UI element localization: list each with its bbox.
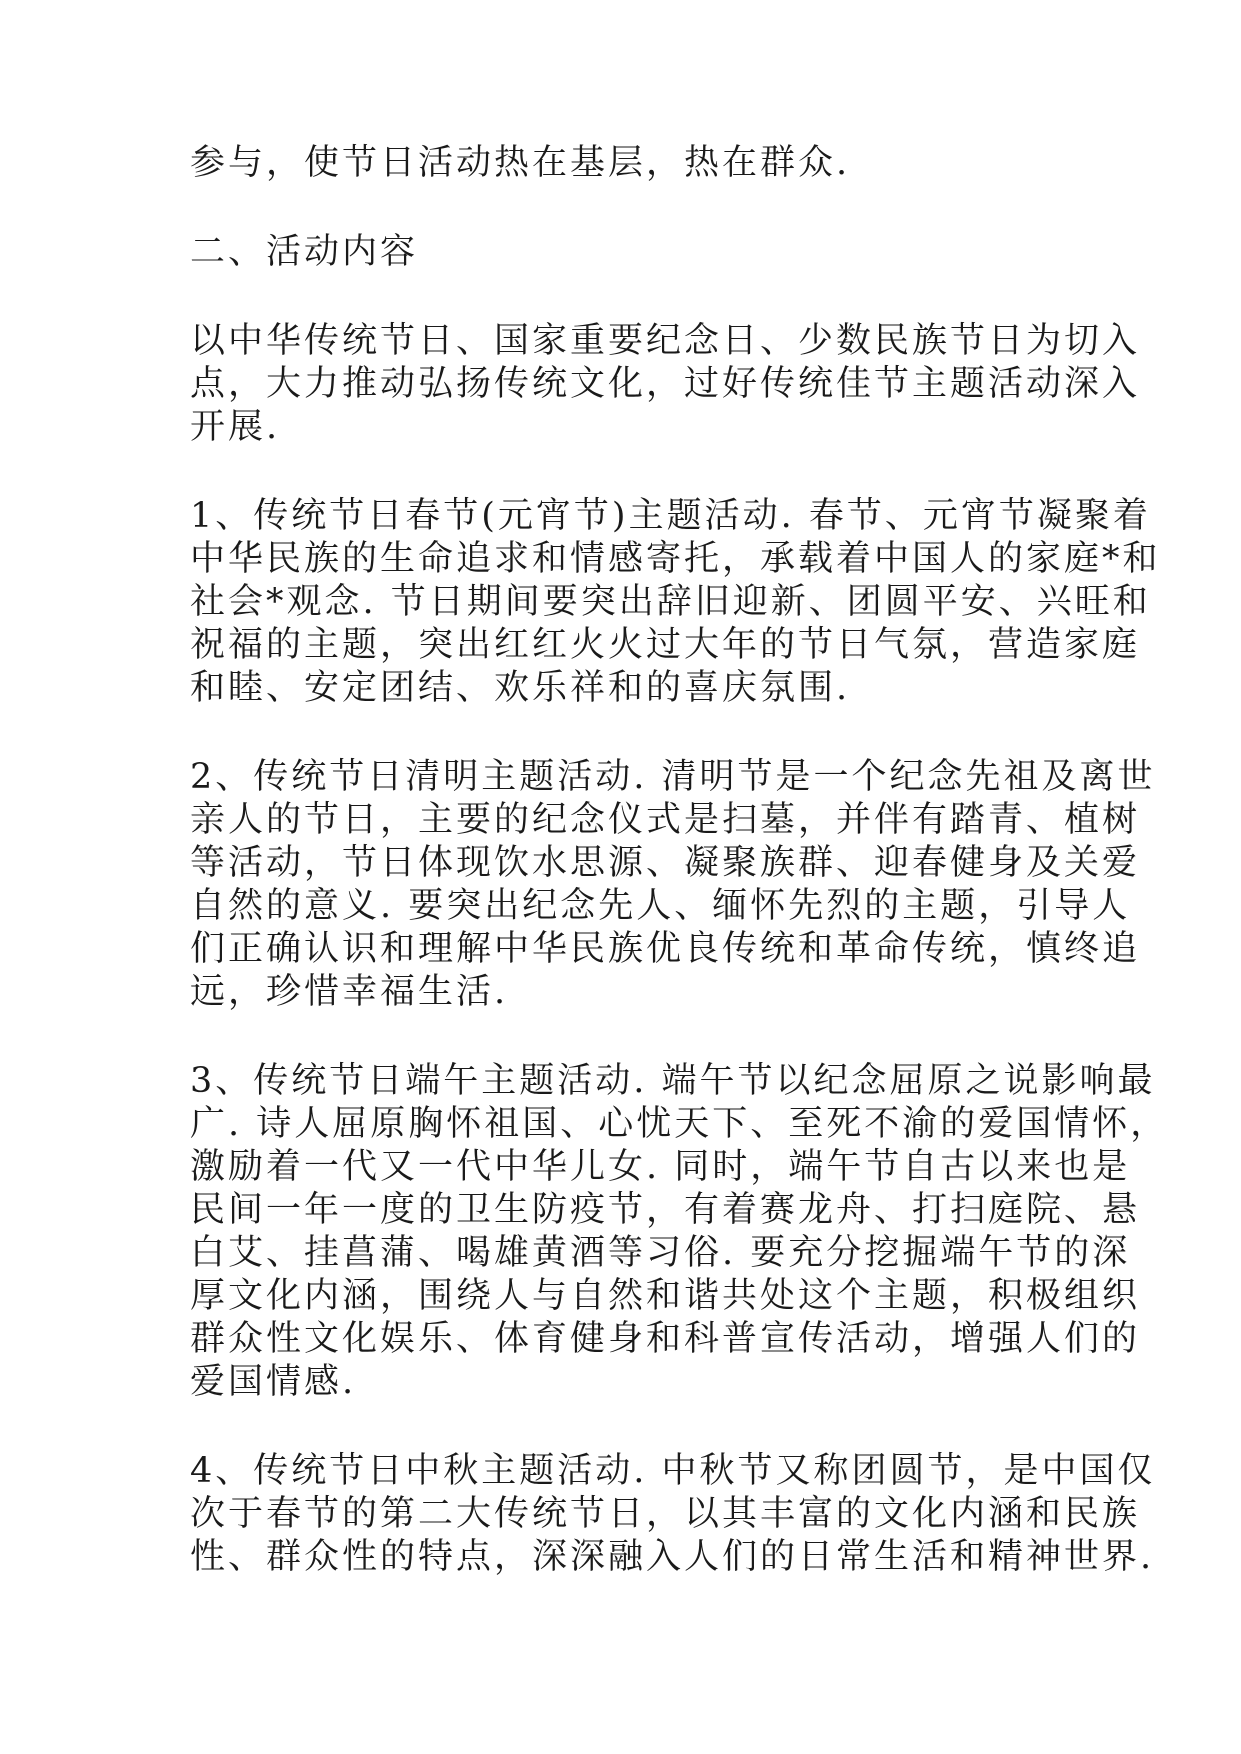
text-line: 们正确认识和理解中华民族优良传统和革命传统，慎终追 — [190, 929, 1141, 969]
text-line: 2、传统节日清明主题活动. 清明节是一个纪念先祖及离世 — [190, 757, 1156, 797]
text-line: 祝福的主题，突出红红火火过大年的节日气氛，营造家庭 — [190, 625, 1141, 665]
paragraph — [190, 1060, 1169, 1404]
text-line: 远，珍惜幸福生活. — [190, 972, 509, 1012]
text-line: 开展. — [190, 407, 281, 447]
text-line: 参与，使节日活动热在基层，热在群众. — [190, 143, 851, 183]
text-line: 性、群众性的特点，深深融入人们的日常生活和精神世界. — [190, 1537, 1155, 1577]
text-line: 4、传统节日中秋主题活动. 中秋节又称团圆节，是中国仅 — [190, 1451, 1156, 1491]
text-line: 广. 诗人屈原胸怀祖国、心忧天下、至死不渝的爱国情怀， — [190, 1104, 1169, 1144]
text-line: 厚文化内涵，围绕人与自然和谐共处这个主题，积极组织 — [190, 1276, 1141, 1316]
paragraph — [190, 1450, 1156, 1579]
paragraph — [190, 142, 1062, 185]
text-line: 中华民族的生命追求和情感寄托，承载着中国人的家庭*和 — [190, 539, 1161, 579]
text-line: 点，大力推动弘扬传统文化，过好传统佳节主题活动深入 — [190, 364, 1141, 404]
text-line: 自然的意义. 要突出纪念先人、缅怀先烈的主题，引导人 — [190, 886, 1131, 926]
paragraph — [190, 495, 1161, 710]
text-line: 次于春节的第二大传统节日，以其丰富的文化内涵和民族 — [190, 1494, 1141, 1534]
text-line: 激励着一代又一代中华儿女. 同时，端午节自古以来也是 — [190, 1147, 1131, 1187]
paragraph — [190, 320, 1141, 449]
text-line: 白艾、挂菖蒲、喝雄黄酒等习俗. 要充分挖掘端午节的深 — [190, 1233, 1131, 1273]
document-body — [190, 142, 1169, 1625]
text-line: 社会*观念. 节日期间要突出辞旧迎新、团圆平安、兴旺和 — [190, 582, 1151, 622]
paragraph — [190, 756, 1156, 1014]
text-line: 1、传统节日春节(元宵节)主题活动. 春节、元宵节凝聚着 — [190, 496, 1151, 536]
text-line: 和睦、安定团结、欢乐祥和的喜庆氛围. — [190, 668, 851, 708]
text-line: 亲人的节日，主要的纪念仪式是扫墓，并伴有踏青、植树 — [190, 800, 1141, 840]
text-line: 群众性文化娱乐、体育健身和科普宣传活动，增强人们的 — [190, 1319, 1141, 1359]
text-line: 二、活动内容 — [190, 232, 419, 272]
text-line: 民间一年一度的卫生防疫节，有着赛龙舟、打扫庭院、悬 — [190, 1190, 1141, 1230]
paragraph — [190, 231, 1062, 274]
text-line: 爱国情感. — [190, 1362, 357, 1402]
text-line: 等活动，节日体现饮水思源、凝聚族群、迎春健身及关爱 — [190, 843, 1141, 883]
text-line: 3、传统节日端午主题活动. 端午节以纪念屈原之说影响最 — [190, 1061, 1156, 1101]
text-line: 以中华传统节日、国家重要纪念日、少数民族节日为切入 — [190, 321, 1141, 361]
